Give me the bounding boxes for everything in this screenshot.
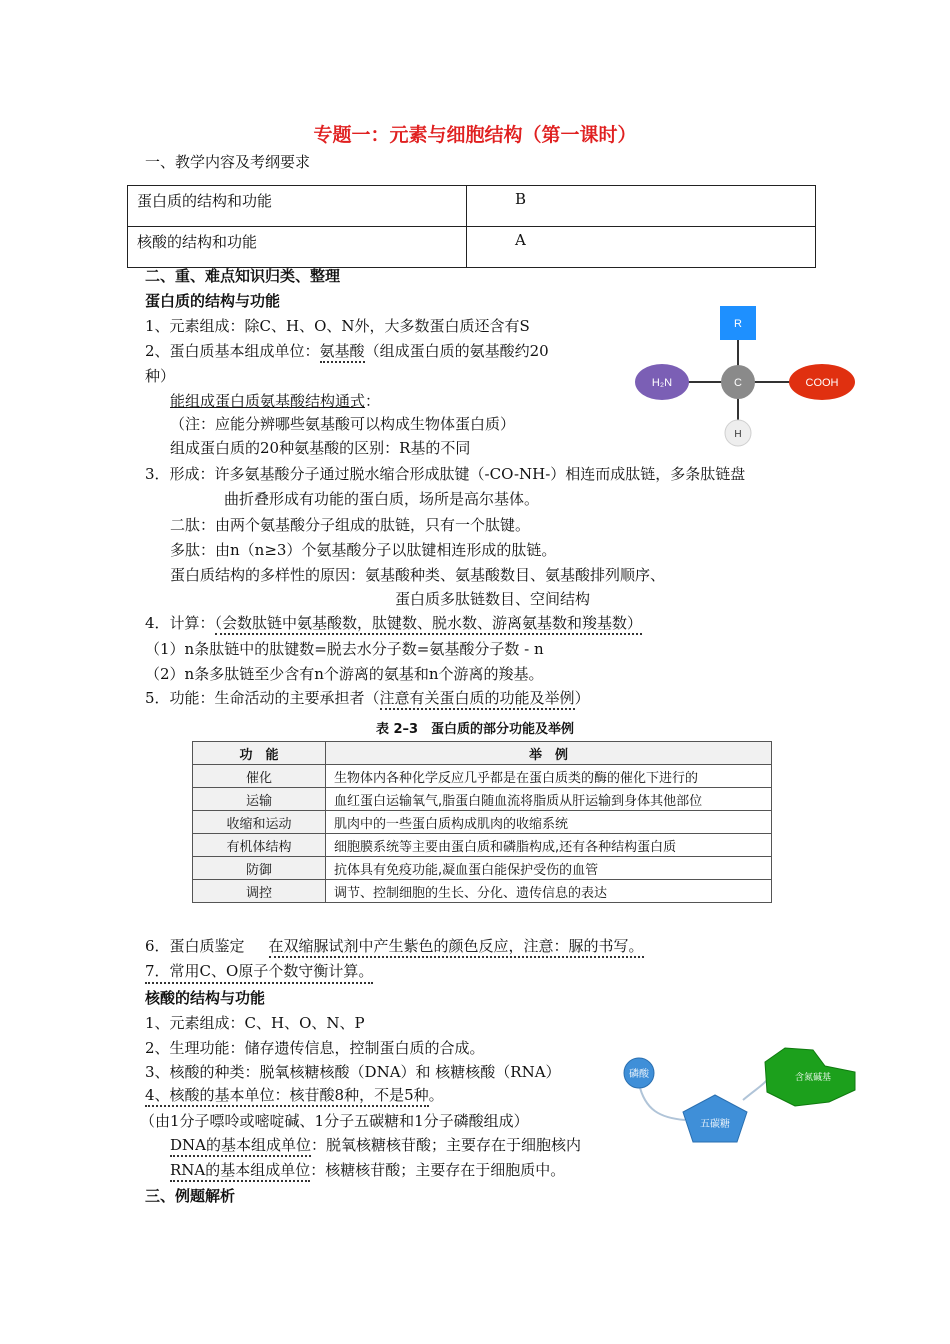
text-span: 6．蛋白质鉴定 <box>145 937 245 955</box>
nucleic-acid-heading: 核酸的结构与功能 <box>145 989 266 1007</box>
phosphate-sugar-bond <box>639 1084 685 1120</box>
text-span: （组成蛋白质的氨基酸约20 <box>364 342 549 360</box>
table-cell: 蛋白质的结构和功能 <box>128 186 467 227</box>
text-line <box>170 391 380 411</box>
text-line <box>145 1085 444 1105</box>
text-line: 蛋白质结构的多样性的原因：氨基酸种类、氨基酸数目、氨基酸排列顺序、 <box>170 566 666 584</box>
function-cell: 收缩和运动 <box>193 811 326 834</box>
example-cell: 调节、控制细胞的生长、分化、遗传信息的表达 <box>326 880 772 903</box>
section-heading-2: 二、重、难点知识归类、整理 <box>145 267 341 285</box>
text-line <box>145 688 590 708</box>
text-span: 5．功能：生命活动的主要承担者（ <box>145 689 380 707</box>
table-caption: 表 2–3 蛋白质的部分功能及举例 <box>375 722 575 737</box>
text-line: （注：应能分辨哪些氨基酸可以构成生物体蛋白质） <box>170 415 516 433</box>
text-line: （由1分子嘌呤或嘧啶碱、1分子五碳糖和1分子磷酸组成） <box>140 1112 529 1130</box>
text-line: 蛋白质多肽链数目、空间结构 <box>395 590 591 608</box>
table-row <box>128 186 816 227</box>
example-cell: 肌肉中的一些蛋白质构成肌肉的收缩系统 <box>326 811 772 834</box>
text-line <box>145 613 642 633</box>
table-row <box>193 788 772 811</box>
page-title: 专题一：元素与细胞结构（第一课时） <box>313 124 637 146</box>
example-cell: 生物体内各种化学反应几乎都是在蛋白质类的酶的催化下进行的 <box>326 765 772 788</box>
emphasis-text: DNA的基本组成单位 <box>170 1136 311 1157</box>
text-span: 。 <box>428 1086 444 1104</box>
text-line: 种） <box>145 367 176 385</box>
requirements-table <box>127 185 816 268</box>
text-span: 2、蛋白质基本组成单位： <box>145 342 320 360</box>
text-line: 二肽：由两个氨基酸分子组成的肽链，只有一个肽键。 <box>170 516 531 534</box>
carboxyl-group-label: COOH <box>805 377 839 389</box>
section-heading-3: 三、例题解析 <box>145 1187 236 1205</box>
function-cell: 调控 <box>193 880 326 903</box>
nitrogenous-base-label: 含氮碱基 <box>794 1073 832 1083</box>
emphasis-text: 4、核酸的基本单位：核苷酸8种，不是5种 <box>145 1086 429 1107</box>
pentose-sugar-label: 五碳糖 <box>700 1119 730 1130</box>
emphasis-text: 氨基酸 <box>320 342 365 363</box>
text-line: 1、元素组成：除C、H、O、N外，大多数蛋白质还含有S <box>145 317 530 335</box>
table-cell: A <box>467 227 816 268</box>
text-line <box>145 936 644 956</box>
nucleotide-structure-diagram <box>615 1040 865 1150</box>
r-group-label: R <box>734 318 742 330</box>
table-header-row <box>193 742 772 765</box>
text-line: 3、核酸的种类：脱氧核糖核酸（DNA）和 核糖核酸（RNA） <box>145 1063 561 1081</box>
hydrogen-label: H <box>734 429 742 440</box>
text-line <box>170 1135 581 1155</box>
emphasis-text: 注意有关蛋白质的功能及举例 <box>380 689 575 710</box>
emphasis-text: RNA的基本组成单位 <box>170 1161 310 1182</box>
example-cell: 细胞膜系统等主要由蛋白质和磷脂构成,还有各种结构蛋白质 <box>326 834 772 857</box>
text-line: 2、生理功能：储存遗传信息，控制蛋白质的合成。 <box>145 1039 485 1057</box>
column-header: 举 例 <box>326 742 772 765</box>
table-row <box>128 227 816 268</box>
underlined-text: 能组成蛋白质氨基酸结构通式 <box>170 392 366 410</box>
central-carbon-label: C <box>734 377 742 389</box>
function-cell: 催化 <box>193 765 326 788</box>
protein-heading: 蛋白质的结构与功能 <box>145 292 281 310</box>
text-line: 1、元素组成：C、H、O、N、P <box>145 1014 365 1032</box>
amino-acid-structure-diagram <box>630 302 865 452</box>
emphasis-text: 在双缩脲试剂中产生紫色的颜色反应，注意：脲的书写。 <box>269 937 644 958</box>
function-cell: 防御 <box>193 857 326 880</box>
text-line: 曲折叠形成有功能的蛋白质，场所是高尔基体。 <box>224 490 540 508</box>
table-row <box>193 834 772 857</box>
emphasis-text: （会数肽链中氨基酸数，肽键数、脱水数、游离氨基数和羧基数） <box>215 614 643 635</box>
table-cell: 核酸的结构和功能 <box>128 227 467 268</box>
function-cell: 运输 <box>193 788 326 811</box>
text-span: ） <box>574 689 590 707</box>
text-span: ： <box>365 392 381 410</box>
phosphate-label: 磷酸 <box>629 1069 649 1080</box>
text-line: 3．形成：许多氨基酸分子通过脱水缩合形成肽键（-CO-NH-）相连而成肽链，多条肽链盘 <box>145 465 746 483</box>
text-line <box>170 1160 565 1180</box>
text-line <box>145 341 549 361</box>
text-line: （1）n条肽链中的肽键数=脱去水分子数=氨基酸分子数 - n <box>145 640 544 658</box>
section-heading-1: 一、教学内容及考纲要求 <box>145 153 311 171</box>
table-row <box>193 880 772 903</box>
table-cell: B <box>467 186 816 227</box>
table-row <box>193 857 772 880</box>
text-line: 多肽：由n（n≥3）个氨基酸分子以肽键相连形成的肽链。 <box>170 541 557 559</box>
function-cell: 有机体结构 <box>193 834 326 857</box>
example-cell: 抗体具有免疫功能,凝血蛋白能保护受伤的血管 <box>326 857 772 880</box>
text-line: 7．常用C、O原子个数守衡计算。 <box>145 961 373 984</box>
text-line: （2）n条多肽链至少含有n个游离的氨基和n个游离的羧基。 <box>145 665 544 683</box>
sugar-base-bond <box>743 1080 767 1100</box>
text-span: 4．计算： <box>145 614 215 632</box>
column-header: 功 能 <box>193 742 326 765</box>
text-line: 组成蛋白质的20种氨基酸的区别：R基的不同 <box>170 439 471 457</box>
amino-group-label: H₂N <box>651 377 673 389</box>
protein-function-table <box>192 741 772 903</box>
text-span: ：核糖核苷酸；主要存在于细胞质中。 <box>310 1161 566 1179</box>
text-span: ：脱氧核糖核苷酸；主要存在于细胞核内 <box>311 1136 582 1154</box>
table-row <box>193 811 772 834</box>
table-row <box>193 765 772 788</box>
example-cell: 血红蛋白运输氧气,脂蛋白随血流将脂质从肝运输到身体其他部位 <box>326 788 772 811</box>
